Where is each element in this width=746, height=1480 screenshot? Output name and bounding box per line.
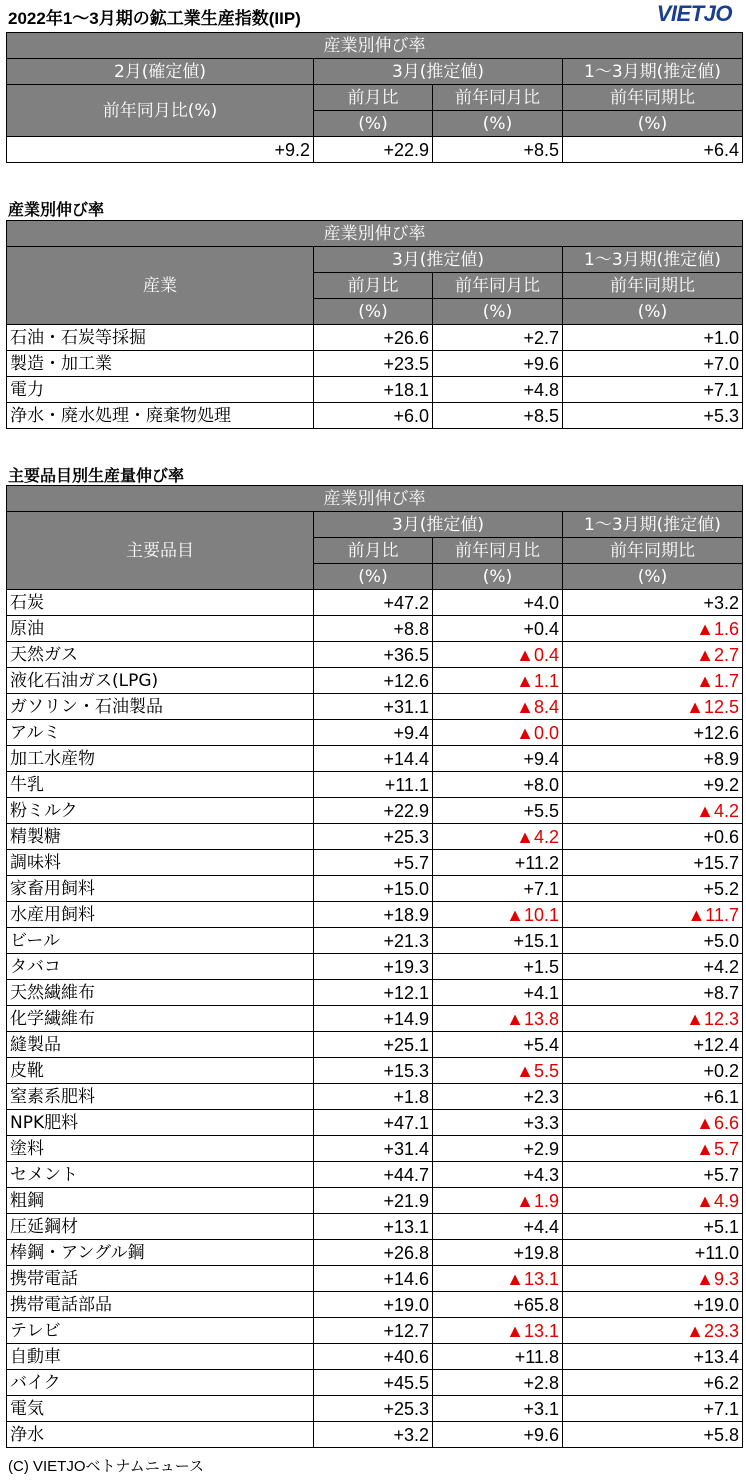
row-label: 棒鋼・アングル鋼 [7,1240,314,1266]
table3-qyoy-header: 前年同期比 [563,538,743,564]
table-row [7,325,743,351]
table2-qyoy-header: 前年同期比 [563,273,743,299]
table-row [7,980,743,1006]
yoy-value: +2.9 [433,1136,563,1162]
yoy-value: +3.1 [433,1396,563,1422]
qyoy-value: ▲5.7 [563,1136,743,1162]
table1-feb-header: 2月(確定値) [7,59,314,85]
qyoy-value: ▲6.6 [563,1110,743,1136]
yoy-value: +8.5 [433,403,563,429]
yoy-value: ▲1.1 [433,668,563,694]
table1-qyoy-header: 前年同期比 [563,85,743,111]
table-row [7,1188,743,1214]
row-label: 皮靴 [7,1058,314,1084]
mom-value: +14.4 [314,746,433,772]
table-row [7,1422,743,1448]
qyoy-value: +15.7 [563,850,743,876]
row-label: 粗鋼 [7,1188,314,1214]
mom-value: +15.3 [314,1058,433,1084]
row-label: 縫製品 [7,1032,314,1058]
row-label: タバコ [7,954,314,980]
row-label: 水産用飼料 [7,902,314,928]
industry-table [6,220,743,429]
table-row [7,1318,743,1344]
yoy-value: +4.8 [433,377,563,403]
mom-value: +18.1 [314,377,433,403]
yoy-value: ▲10.1 [433,902,563,928]
table-row [7,772,743,798]
yoy-value: +5.4 [433,1032,563,1058]
table1-header: 産業別伸び率 [7,33,743,59]
yoy-value: ▲4.2 [433,824,563,850]
table-row [7,798,743,824]
table-row [7,1214,743,1240]
yoy-value: ▲13.1 [433,1318,563,1344]
mom-value: +23.5 [314,351,433,377]
qyoy-value: ▲1.7 [563,668,743,694]
yoy-value: ▲13.8 [433,1006,563,1032]
row-label: 圧延鋼材 [7,1214,314,1240]
table-row [7,824,743,850]
table2-mar-header: 3月(推定値) [314,247,563,273]
qyoy-value: ▲1.6 [563,616,743,642]
qyoy-value: +5.2 [563,876,743,902]
table-row [7,876,743,902]
yoy-value: +2.7 [433,325,563,351]
yoy-value: +4.3 [433,1162,563,1188]
mom-value: +36.5 [314,642,433,668]
qyoy-value: +11.0 [563,1240,743,1266]
table-row [7,1370,743,1396]
section-title-industry: 産業別伸び率 [8,200,105,219]
table2-col-label: 産業 [7,247,314,325]
copyright-footer: (C) VIETJOベトナムニュース [8,1458,204,1475]
yoy-value: ▲8.4 [433,694,563,720]
mom-value: +6.0 [314,403,433,429]
row-label: 石油・石炭等採掘 [7,325,314,351]
yoy-value: ▲0.0 [433,720,563,746]
row-label: 電力 [7,377,314,403]
yoy-value: ▲13.1 [433,1266,563,1292]
row-label: 精製糖 [7,824,314,850]
items-table [6,485,743,1448]
row-label: 加工水産物 [7,746,314,772]
table-row [7,1110,743,1136]
mom-value: +12.6 [314,668,433,694]
table2-yoy-header: 前年同月比 [433,273,563,299]
qyoy-value: +6.1 [563,1084,743,1110]
qyoy-value: +8.7 [563,980,743,1006]
table3-col-label: 主要品目 [7,512,314,590]
table-row [7,1032,743,1058]
table-row [7,1162,743,1188]
yoy-value: +2.3 [433,1084,563,1110]
table1-value: +6.4 [563,137,743,163]
row-label: 携帯電話 [7,1266,314,1292]
table-row [7,694,743,720]
yoy-value: +15.1 [433,928,563,954]
qyoy-value: ▲23.3 [563,1318,743,1344]
table1-yoy-header: 前年同月比 [433,85,563,111]
row-label: 製造・加工業 [7,351,314,377]
yoy-value: +11.8 [433,1344,563,1370]
mom-value: +44.7 [314,1162,433,1188]
row-label: 電気 [7,1396,314,1422]
table-row [7,1006,743,1032]
table-row [7,668,743,694]
table-row [7,902,743,928]
row-label: アルミ [7,720,314,746]
table-row [7,590,743,616]
table3-pct-header: (%) [314,564,433,590]
mom-value: +25.3 [314,824,433,850]
table-row [7,746,743,772]
table-row [7,1292,743,1318]
mom-value: +9.4 [314,720,433,746]
qyoy-value: +5.1 [563,1214,743,1240]
table1-pct-header: (%) [314,111,433,137]
row-label: NPK肥料 [7,1110,314,1136]
mom-value: +31.1 [314,694,433,720]
qyoy-value: +0.2 [563,1058,743,1084]
qyoy-value: +3.2 [563,590,743,616]
yoy-value: ▲5.5 [433,1058,563,1084]
row-label: セメント [7,1162,314,1188]
row-label: 化学繊維布 [7,1006,314,1032]
row-label: ビール [7,928,314,954]
row-label: バイク [7,1370,314,1396]
table2-pct-header: (%) [314,299,433,325]
row-label: 調味料 [7,850,314,876]
yoy-value: +11.2 [433,850,563,876]
row-label: 天然繊維布 [7,980,314,1006]
yoy-value: +4.4 [433,1214,563,1240]
qyoy-value: ▲4.9 [563,1188,743,1214]
qyoy-value: +7.0 [563,351,743,377]
table3-mar-header: 3月(推定値) [314,512,563,538]
row-label: 塗料 [7,1136,314,1162]
qyoy-value: +5.8 [563,1422,743,1448]
yoy-value: +0.4 [433,616,563,642]
vietjo-logo: VIETJO [656,1,732,26]
yoy-value: +2.8 [433,1370,563,1396]
qyoy-value: +9.2 [563,772,743,798]
qyoy-value: +1.0 [563,325,743,351]
mom-value: +14.9 [314,1006,433,1032]
table-row [7,1396,743,1422]
row-label: 浄水・廃水処理・廃棄物処理 [7,403,314,429]
qyoy-value: +12.4 [563,1032,743,1058]
table3-q1-header: 1～3月期(推定値) [563,512,743,538]
table1-value: +8.5 [433,137,563,163]
qyoy-value: +12.6 [563,720,743,746]
row-label: 天然ガス [7,642,314,668]
table3-mom-header: 前月比 [314,538,433,564]
table-row [7,1084,743,1110]
qyoy-value: +0.6 [563,824,743,850]
row-label: 自動車 [7,1344,314,1370]
yoy-value: ▲1.9 [433,1188,563,1214]
mom-value: +5.7 [314,850,433,876]
mom-value: +45.5 [314,1370,433,1396]
qyoy-value: +13.4 [563,1344,743,1370]
table3-pct-header: (%) [433,564,563,590]
row-label: 浄水 [7,1422,314,1448]
table3-pct-header: (%) [563,564,743,590]
table2-pct-header: (%) [563,299,743,325]
row-label: 原油 [7,616,314,642]
table-row [7,1266,743,1292]
yoy-value: +1.5 [433,954,563,980]
section-title-items: 主要品目別生産量伸び率 [8,466,185,485]
table-row [7,1344,743,1370]
row-label: 携帯電話部品 [7,1292,314,1318]
yoy-value: +5.5 [433,798,563,824]
qyoy-value: +5.0 [563,928,743,954]
table1-value: +22.9 [314,137,433,163]
table1-yoy-pct-header: 前年同月比(%) [7,85,314,137]
table-row [7,642,743,668]
table3-yoy-header: 前年同月比 [433,538,563,564]
qyoy-value: ▲9.3 [563,1266,743,1292]
table2-header: 産業別伸び率 [7,221,743,247]
mom-value: +19.3 [314,954,433,980]
table-row [7,377,743,403]
mom-value: +14.6 [314,1266,433,1292]
table1-q1-header: 1～3月期(推定値) [563,59,743,85]
mom-value: +31.4 [314,1136,433,1162]
mom-value: +12.7 [314,1318,433,1344]
mom-value: +26.6 [314,325,433,351]
mom-value: +21.9 [314,1188,433,1214]
qyoy-value: ▲2.7 [563,642,743,668]
mom-value: +40.6 [314,1344,433,1370]
row-label: 窒素系肥料 [7,1084,314,1110]
row-label: 液化石油ガス(LPG) [7,668,314,694]
qyoy-value: +6.2 [563,1370,743,1396]
qyoy-value: ▲12.5 [563,694,743,720]
mom-value: +25.3 [314,1396,433,1422]
yoy-value: +9.4 [433,746,563,772]
qyoy-value: +5.7 [563,1162,743,1188]
table1-value: +9.2 [7,137,314,163]
mom-value: +1.8 [314,1084,433,1110]
qyoy-value: +7.1 [563,377,743,403]
row-label: テレビ [7,1318,314,1344]
mom-value: +12.1 [314,980,433,1006]
qyoy-value: +4.2 [563,954,743,980]
yoy-value: +9.6 [433,351,563,377]
yoy-value: +8.0 [433,772,563,798]
qyoy-value: ▲11.7 [563,902,743,928]
table-row [7,351,743,377]
qyoy-value: ▲4.2 [563,798,743,824]
yoy-value: +4.0 [433,590,563,616]
row-label: 石炭 [7,590,314,616]
qyoy-value: +8.9 [563,746,743,772]
table-row [7,928,743,954]
table-row [7,954,743,980]
yoy-value: +7.1 [433,876,563,902]
page-title: 2022年1～3月期の鉱工業生産指数(IIP) [8,9,301,28]
yoy-value: +4.1 [433,980,563,1006]
mom-value: +47.1 [314,1110,433,1136]
table1-mar-header: 3月(推定値) [314,59,563,85]
mom-value: +15.0 [314,876,433,902]
table2-q1-header: 1～3月期(推定値) [563,247,743,273]
row-label: 家畜用飼料 [7,876,314,902]
mom-value: +26.8 [314,1240,433,1266]
qyoy-value: +7.1 [563,1396,743,1422]
mom-value: +19.0 [314,1292,433,1318]
table-row [7,1136,743,1162]
mom-value: +3.2 [314,1422,433,1448]
table1-pct-header: (%) [433,111,563,137]
table3-header: 産業別伸び率 [7,486,743,512]
yoy-value: +19.8 [433,1240,563,1266]
row-label: ガソリン・石油製品 [7,694,314,720]
row-label: 粉ミルク [7,798,314,824]
mom-value: +22.9 [314,798,433,824]
mom-value: +25.1 [314,1032,433,1058]
yoy-value: +3.3 [433,1110,563,1136]
mom-value: +8.8 [314,616,433,642]
table-row [7,850,743,876]
qyoy-value: +5.3 [563,403,743,429]
yoy-value: ▲0.4 [433,642,563,668]
mom-value: +47.2 [314,590,433,616]
table1-mom-header: 前月比 [314,85,433,111]
mom-value: +11.1 [314,772,433,798]
row-label: 牛乳 [7,772,314,798]
mom-value: +18.9 [314,902,433,928]
table-row [7,616,743,642]
table2-pct-header: (%) [433,299,563,325]
table-row [7,1240,743,1266]
yoy-value: +65.8 [433,1292,563,1318]
table-row [7,720,743,746]
summary-table [6,32,743,163]
mom-value: +21.3 [314,928,433,954]
table2-mom-header: 前月比 [314,273,433,299]
table-row [7,403,743,429]
qyoy-value: +19.0 [563,1292,743,1318]
qyoy-value: ▲12.3 [563,1006,743,1032]
table-row [7,1058,743,1084]
mom-value: +13.1 [314,1214,433,1240]
table1-pct-header: (%) [563,111,743,137]
yoy-value: +9.6 [433,1422,563,1448]
